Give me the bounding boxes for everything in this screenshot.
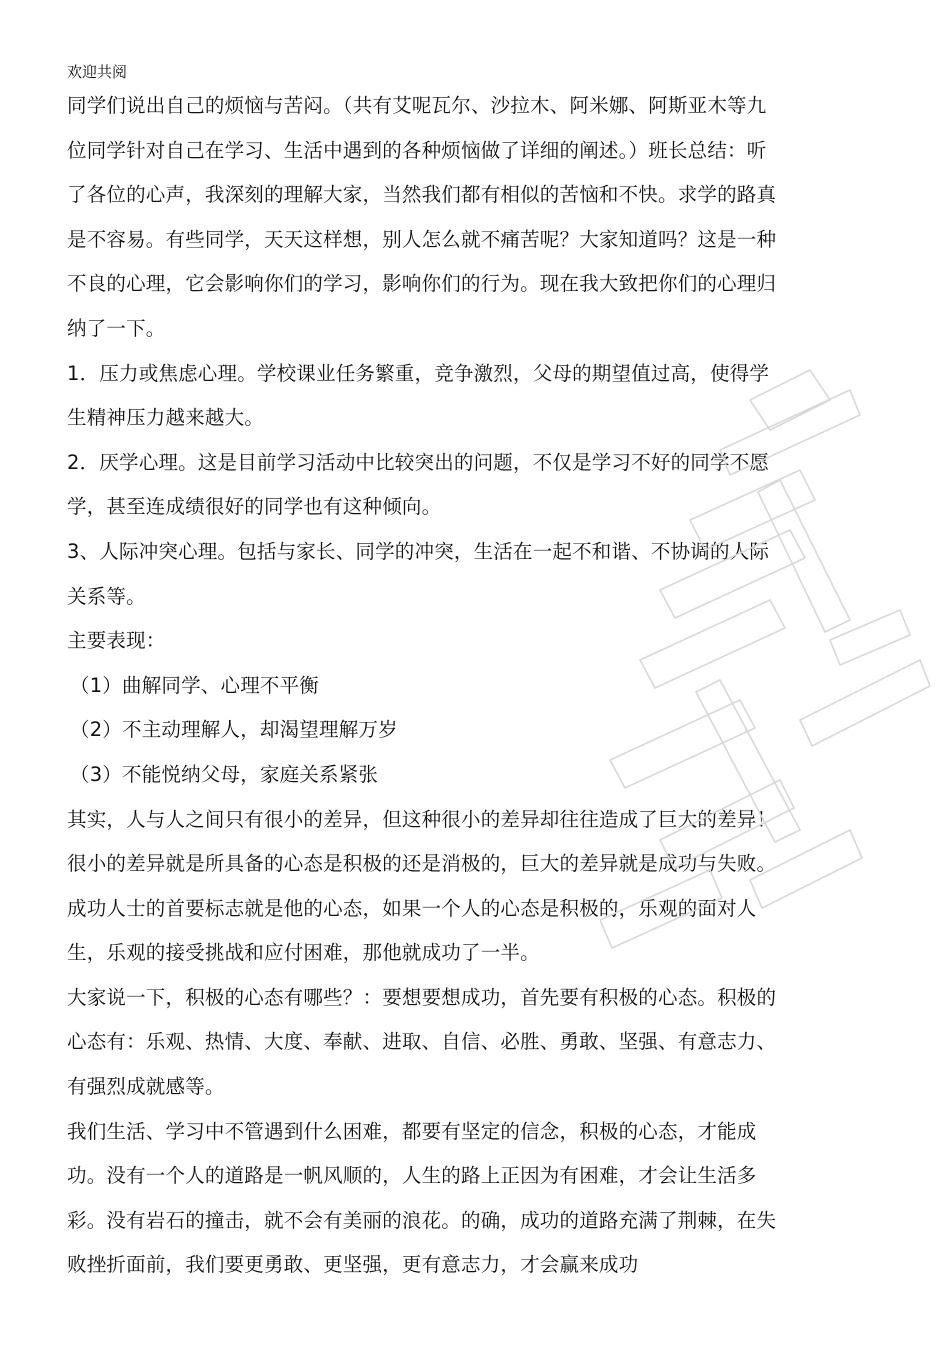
text-line: 败挫折面前，我们要更勇敢、更坚强，更有意志力，才会赢来成功 bbox=[67, 1253, 639, 1277]
text-line: 有强烈成就感等。 bbox=[67, 1075, 225, 1099]
text-line: 心态有：乐观、热情、大度、奉献、进取、自信、必胜、勇敢、坚强、有意志力、 bbox=[67, 1030, 777, 1054]
text-line: 同学们说出自己的烦恼与苦闷。（共有艾呢瓦尔、沙拉木、阿米娜、阿斯亚木等九 bbox=[67, 94, 767, 117]
text-line: 彩。没有岩石的撞击，就不会有美丽的浪花。的确，成功的道路充满了荆棘，在失 bbox=[67, 1208, 777, 1232]
text-line: 生，乐观的接受挑战和应付困难，那他就成功了一半。 bbox=[67, 941, 540, 965]
list-item: （1）曲解同学、心理不平衡 bbox=[70, 673, 320, 697]
text-line: 1．压力或焦虑心理。学校课业任务繁重，竞争激烈，父母的期望值过高，使得学 bbox=[67, 361, 770, 385]
page-header: 欢迎共阅 bbox=[67, 63, 128, 81]
text-line: 是不容易。有些同学，天天这样想，别人怎么就不痛苦呢？大家知道吗？这是一种 bbox=[67, 227, 777, 251]
text-line: 功。没有一个人的道路是一帆风顺的，人生的路上正因为有困难，才会让生活多 bbox=[67, 1164, 757, 1188]
text-line: 生精神压力越来越大。 bbox=[67, 406, 265, 430]
document-body bbox=[67, 84, 837, 1288]
text-line: 3、人际冲突心理。包括与家长、同学的冲突，生活在一起不和谐、不协调的人际 bbox=[67, 539, 770, 563]
text-line: 其实，人与人之间只有很小的差异，但这种很小的差异却往往造成了巨大的差异！ bbox=[67, 807, 777, 831]
text-line: 大家说一下，积极的心态有哪些？：要想要想成功，首先要有积极的心态。积极的 bbox=[67, 985, 777, 1009]
text-line: 2．厌学心理。这是目前学习活动中比较突出的问题，不仅是学习不好的同学不愿 bbox=[67, 450, 770, 474]
text-line: 位同学针对自己在学习、生活中遇到的各种烦恼做了详细的阐述。）班长总结：听 bbox=[67, 138, 767, 162]
text-line: 了各位的心声，我深刻的理解大家，当然我们都有相似的苦恼和不快。求学的路真 bbox=[67, 183, 777, 207]
text-line: 成功人士的首要标志就是他的心态，如果一个人的心态是积极的，乐观的面对人 bbox=[67, 896, 757, 920]
text-line: 很小的差异就是所具备的心态是积极的还是消极的，巨大的差异就是成功与失败。 bbox=[67, 852, 777, 876]
text-line: 纳了一下。 bbox=[67, 316, 166, 340]
list-item: （3）不能悦纳父母，家庭关系紧张 bbox=[70, 762, 379, 786]
section-heading: 主要表现： bbox=[67, 629, 166, 653]
text-line: 我们生活、学习中不管遇到什么困难，都要有坚定的信念，积极的心态，才能成 bbox=[67, 1119, 757, 1143]
text-line: 不良的心理，它会影响你们的学习，影响你们的行为。现在我大致把你们的心理归 bbox=[67, 272, 777, 296]
list-item: （2）不主动理解人，却渴望理解万岁 bbox=[70, 718, 398, 742]
text-line: 关系等。 bbox=[67, 584, 146, 608]
text-line: 学，甚至连成绩很好的同学也有这种倾向。 bbox=[67, 495, 442, 519]
